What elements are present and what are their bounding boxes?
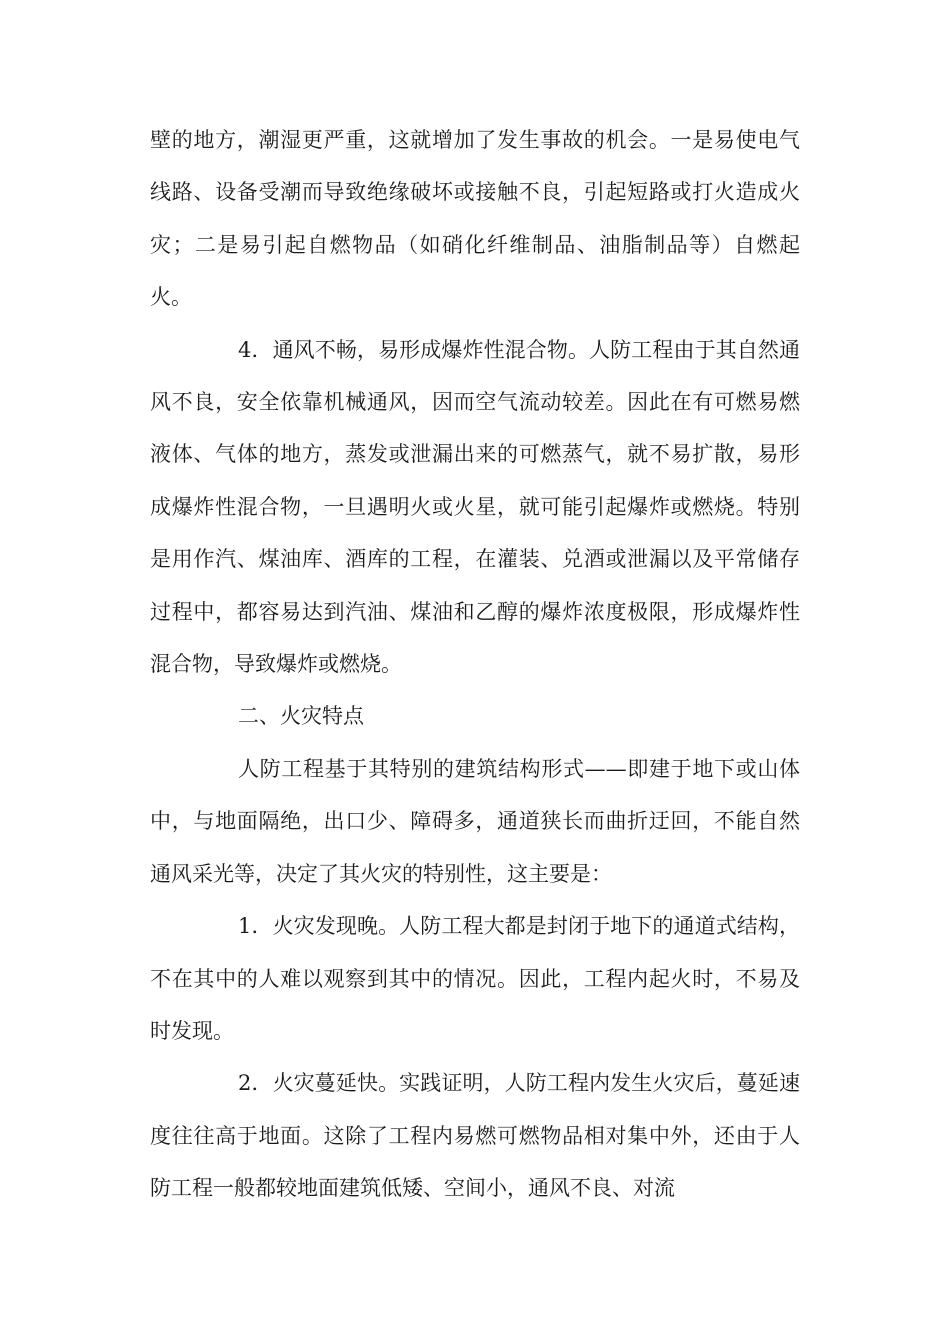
- paragraph-feature-1: 1．火灾发现晚。人防工程大都是封闭于地下的通道式结构，不在其中的人难以观察到其中的情况。因此，工程内起火时，不易及时发现。: [150, 914, 800, 1043]
- paragraph-intro: 人防工程基于其特别的建筑结构形式——即建于地下或山体中，与地面隔绝，出口少、障碍多，通道狭长而曲折迂回，不能自然通风采光等，决定了其火灾的特别性，这主要是：: [150, 756, 800, 886]
- paragraph-feature-2: 2．火灾蔓延快。实践证明，人防工程内发生火灾后，蔓延速度往往高于地面。这除了工程内易燃可燃物品相对集中外，还由于人防工程一般都较地面建筑低矮、空间小，通风不良、对流: [150, 1071, 800, 1201]
- paragraph-item-4: 4．通风不畅，易形成爆炸性混合物。人防工程由于其自然通风不良，安全依靠机械通风，因而空气流动较差。因此在有可燃易燃液体、气体的地方，蒸发或泄漏出来的可燃蒸气，就不易扩散，易形成爆炸性混合物，一旦遇明火或火星，就可能引起爆炸或燃烧。特别是用作汽、煤油库、酒库的工程，在灌装、兑酒或泄漏以及平常储存过程中，都容易达到汽油、煤油和乙醇的爆炸浓度极限，形成爆炸性混合物，导致爆炸或燃烧。: [150, 337, 800, 677]
- paragraph-continuation: 壁的地方，潮湿更严重，这就增加了发生事故的机会。一是易使电气线路、设备受潮而导致绝缘破坏或接触不良，引起短路或打火造成火灾；二是易引起自燃物品（如硝化纤维制品、油脂制品等）自燃起火。: [150, 128, 800, 310]
- document-body: [150, 114, 800, 1215]
- section-heading-fire-characteristics: 二、火灾特点: [238, 704, 364, 729]
